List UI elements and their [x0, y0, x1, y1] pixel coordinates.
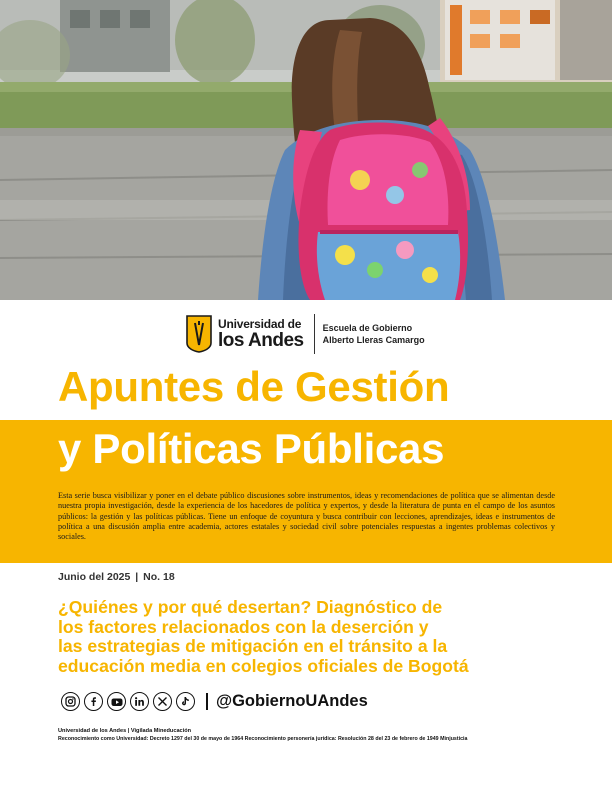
social-bar [61, 692, 368, 711]
university-name [218, 318, 304, 350]
university-name-line2: los Andes [218, 330, 304, 351]
university-logo [186, 308, 425, 360]
headline-line1: ¿Quiénes y por qué desertan? Diagnóstico de [58, 597, 443, 617]
logo-divider [314, 314, 315, 354]
legal-line1: Universidad de los Andes | Vigilada Mineducación [58, 728, 192, 734]
social-handle[interactable]: @GobiernoUAndes [216, 692, 368, 710]
headline-line4: educación media en colegios oficiales de Bogotá [58, 655, 469, 676]
issue-info [58, 571, 175, 583]
legal-line2: Reconocimiento como Universidad: Decreto 1297 del 30 de mayo de 1964 Reconocimiento personería jurídica: Resolución 28 del 23 de febrero de 1949 Minjusticia [58, 736, 468, 742]
school-name-line2: Alberto Lleras Camargo [322, 335, 425, 345]
headline-line2: los factores relacionados con la deserción y [58, 616, 429, 637]
facebook-icon[interactable] [84, 692, 103, 711]
crest-icon [186, 315, 212, 353]
x-icon[interactable] [153, 692, 172, 711]
school-name-line1: Escuela de Gobierno [322, 322, 413, 333]
university-name-line1: Universidad de [218, 317, 302, 331]
series-title-line2: y Políticas Públicas [58, 425, 445, 472]
issue-separator: | [135, 571, 139, 583]
tiktok-icon[interactable] [176, 692, 195, 711]
issue-number: No. 18 [143, 571, 175, 583]
issue-date: Junio del 2025 [58, 571, 131, 583]
headline-line3: las estrategias de mitigación en el tránsito a la [58, 636, 448, 656]
social-separator [206, 693, 208, 710]
series-title-line1: Apuntes de Gestión [58, 363, 450, 410]
linkedin-icon[interactable] [130, 692, 149, 711]
document-headline [58, 598, 558, 676]
youtube-icon[interactable] [107, 692, 126, 711]
instagram-icon[interactable] [61, 692, 80, 711]
cover-photo [0, 0, 612, 300]
school-name [323, 322, 425, 346]
series-description: Esta serie busca visibilizar y poner en el debate público discusiones sobre instrumentos, ideas y recomendaciones de política que se alimentan desde nuestra propia investigación, desde la experiencia de los hacedores de política y expertos, y desde la literatura de punta en el campo de los asuntos públicos: la gestión y las políticas públicas. Tiene un enfoque de coyuntura y busca contribuir con lecciones, aprendizajes, ideas e instrumentos de política a una discusión amplia entre academia, actores estatales y sociedad civil sobre potenciales respuestas a ingentes problemas colectivos y sociales. [58, 491, 555, 542]
